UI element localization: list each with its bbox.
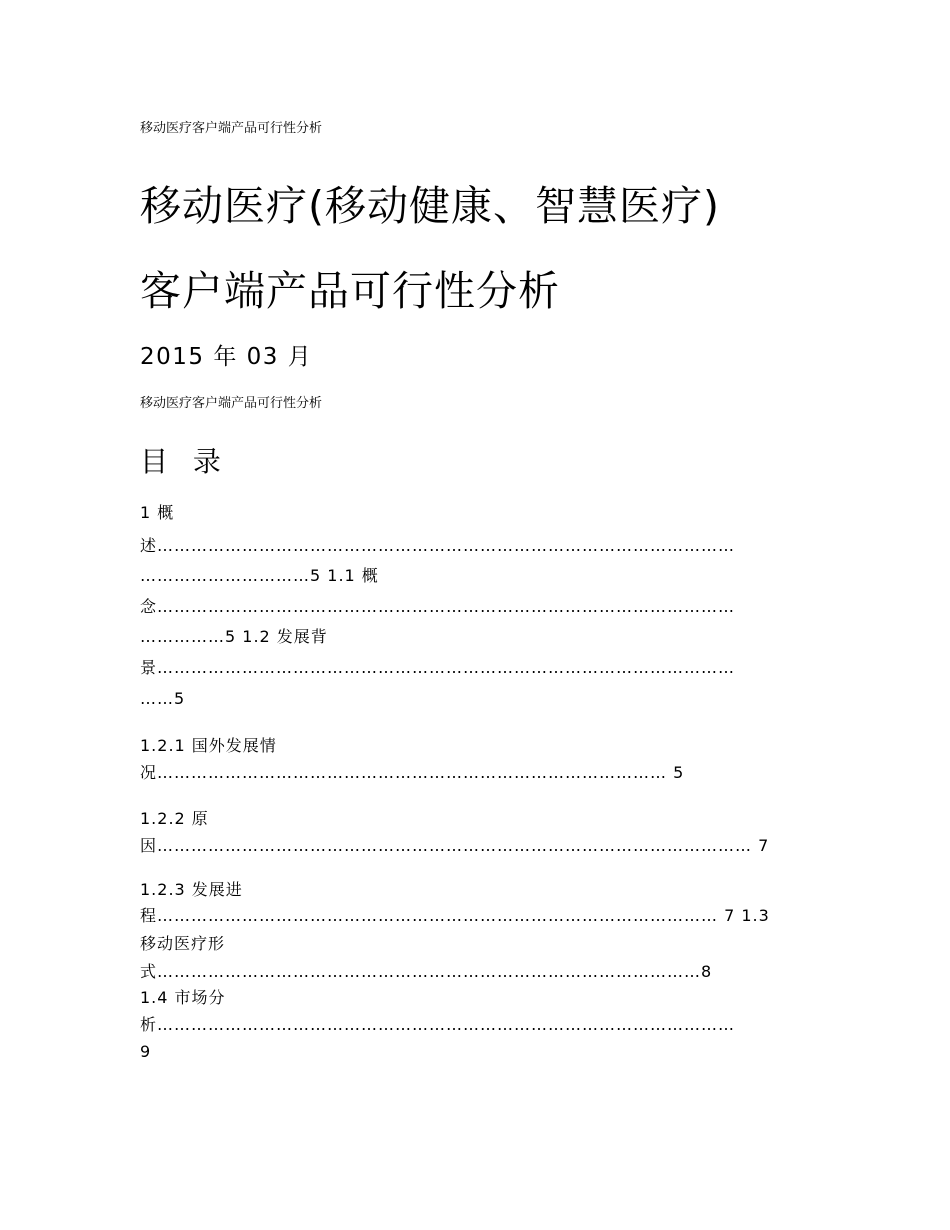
document-date: 2015 年 03 月 (140, 344, 313, 370)
toc-line[interactable]: 况……………………………………………………………………………… 5 (140, 763, 685, 782)
toc-heading: 目 录 (140, 445, 229, 478)
toc-line[interactable]: 析………………………………………………………………………………………… (140, 1015, 735, 1034)
running-header-page-2: 移动医疗客户端产品可行性分析 (140, 396, 323, 411)
toc-line[interactable]: 1.4 市场分 (140, 988, 226, 1007)
toc-line[interactable]: 因…………………………………………………………………………………………… 7 (140, 836, 770, 855)
toc-line[interactable]: 移动医疗形 (140, 934, 226, 953)
toc-line[interactable]: 1.2.3 发展进 (140, 880, 243, 899)
toc-line[interactable]: ……5 (140, 689, 186, 708)
toc-line[interactable]: 1.2.1 国外发展情 (140, 736, 277, 755)
toc-line[interactable]: 式……………………………………………………………………………………8 (140, 962, 713, 981)
toc-line[interactable]: 程……………………………………………………………………………………… 7 1.3 (140, 906, 770, 925)
document-title-line-1: 移动医疗(移动健康、智慧医疗) (140, 182, 720, 230)
toc-line[interactable]: 1 概 (140, 503, 175, 522)
toc-line[interactable]: …………………………5 1.1 概 (140, 566, 379, 585)
document-title-line-2: 客户端产品可行性分析 (140, 267, 560, 315)
toc-line[interactable]: 1.2.2 原 (140, 809, 209, 828)
toc-line[interactable]: 念………………………………………………………………………………………… (140, 597, 735, 616)
toc-line[interactable]: 9 (140, 1042, 152, 1061)
running-header: 移动医疗客户端产品可行性分析 (140, 121, 323, 136)
toc-line[interactable]: ……………5 1.2 发展背 (140, 627, 328, 646)
toc-line[interactable]: 景………………………………………………………………………………………… (140, 658, 735, 677)
toc-line[interactable]: 述………………………………………………………………………………………… (140, 536, 735, 555)
